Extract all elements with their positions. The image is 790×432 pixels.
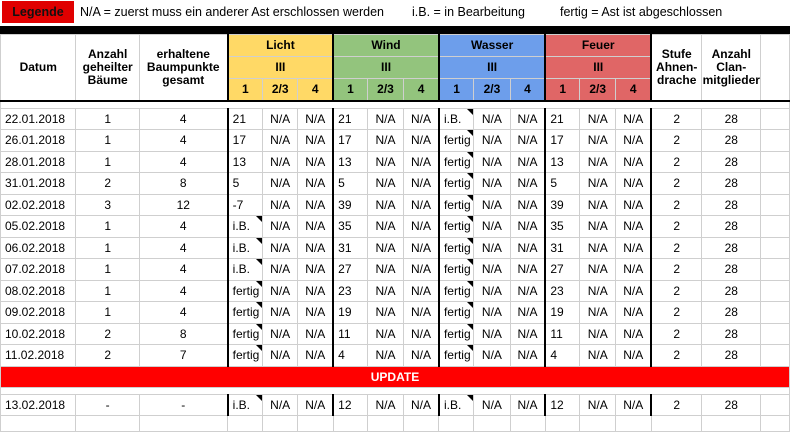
wasser-cell-0[interactable]: fertig [439, 302, 474, 324]
trees-cell[interactable]: 1 [76, 151, 139, 173]
feuer-cell-2[interactable]: N/A [616, 108, 651, 130]
stufe-cell[interactable]: 2 [651, 394, 702, 416]
wind-cell-0[interactable]: 4 [333, 345, 367, 367]
wind-cell-0[interactable]: 31 [333, 237, 367, 259]
points-cell[interactable]: 8 [139, 173, 227, 195]
wind-cell-1[interactable]: N/A [367, 237, 403, 259]
feuer-cell-2[interactable]: N/A [616, 280, 651, 302]
wasser-cell-2[interactable]: N/A [510, 108, 545, 130]
empty-cell[interactable] [761, 173, 790, 195]
feuer-cell-0[interactable]: 31 [545, 237, 579, 259]
licht-cell-2[interactable]: N/A [298, 345, 333, 367]
feuer-cell-0[interactable]: 12 [545, 394, 579, 416]
feuer-cell-2[interactable]: N/A [616, 194, 651, 216]
wind-cell-2[interactable]: N/A [404, 302, 439, 324]
empty-cell[interactable] [761, 237, 790, 259]
feuer-cell-1[interactable]: N/A [580, 173, 616, 195]
feuer-cell-2[interactable]: N/A [616, 394, 651, 416]
wasser-cell-2[interactable]: N/A [510, 237, 545, 259]
stufe-cell[interactable]: 2 [651, 194, 702, 216]
wind-cell-2[interactable]: N/A [404, 130, 439, 152]
table-row [1, 302, 790, 324]
trees-cell[interactable]: 2 [76, 323, 139, 345]
feuer-cell-0[interactable]: 19 [545, 302, 579, 324]
wind-cell-1[interactable]: N/A [367, 216, 403, 238]
wasser-cell-2[interactable]: N/A [510, 130, 545, 152]
wind-cell-0[interactable]: 19 [333, 302, 367, 324]
licht-cell-2[interactable]: N/A [298, 259, 333, 281]
points-cell[interactable]: 4 [139, 151, 227, 173]
wasser-cell-0[interactable]: i.B. [439, 394, 474, 416]
feuer-cell-1[interactable]: N/A [580, 130, 616, 152]
wasser-cell-0[interactable]: fertig [439, 173, 474, 195]
feuer-cell-1[interactable]: N/A [580, 323, 616, 345]
header-empty [761, 35, 790, 101]
table-row [1, 194, 790, 216]
stufe-cell[interactable]: 2 [651, 151, 702, 173]
trees-cell[interactable]: 3 [76, 194, 139, 216]
table-row [1, 259, 790, 281]
table-row [1, 345, 790, 367]
wind-cell-0[interactable]: 39 [333, 194, 367, 216]
wasser-cell-1[interactable]: N/A [474, 394, 510, 416]
wasser-cell-0[interactable]: fertig [439, 323, 474, 345]
points-cell[interactable]: 4 [139, 108, 227, 130]
date-cell[interactable]: 11.02.2018 [1, 345, 76, 367]
table-row [1, 237, 790, 259]
legend-ib: i.B. = in Bearbeitung [412, 5, 525, 19]
table-row [1, 216, 790, 238]
clan-cell[interactable]: 28 [702, 173, 761, 195]
header-clan: Anzahl Clan-mitglieder [702, 35, 761, 101]
feuer-cell-2[interactable]: N/A [616, 130, 651, 152]
wasser-cell-0[interactable]: fertig [439, 237, 474, 259]
stufe-cell[interactable]: 2 [651, 108, 702, 130]
wind-cell-1[interactable]: N/A [367, 323, 403, 345]
table-row [1, 130, 790, 152]
wasser-cell-0[interactable]: fertig [439, 194, 474, 216]
date-cell[interactable]: 02.02.2018 [1, 194, 76, 216]
subheader-wind-1: 2/3 [367, 79, 403, 101]
stufe-cell[interactable]: 2 [651, 237, 702, 259]
trees-cell[interactable]: 2 [76, 173, 139, 195]
licht-cell-0[interactable]: 21 [228, 108, 263, 130]
licht-cell-1[interactable]: N/A [263, 173, 298, 195]
licht-cell-1[interactable]: N/A [263, 216, 298, 238]
feuer-cell-0[interactable]: 35 [545, 216, 579, 238]
table-row [1, 173, 790, 195]
date-cell[interactable]: 05.02.2018 [1, 216, 76, 238]
wind-cell-2[interactable]: N/A [404, 108, 439, 130]
points-cell[interactable]: 8 [139, 323, 227, 345]
wasser-cell-2[interactable]: N/A [510, 216, 545, 238]
spacer-row [1, 387, 790, 394]
wasser-cell-2[interactable]: N/A [510, 194, 545, 216]
licht-cell-2[interactable]: N/A [298, 108, 333, 130]
wind-cell-1[interactable]: N/A [367, 259, 403, 281]
licht-cell-2[interactable]: N/A [298, 130, 333, 152]
trees-cell[interactable]: 1 [76, 280, 139, 302]
licht-cell-1[interactable]: N/A [263, 237, 298, 259]
legend-na: N/A = zuerst muss ein anderer Ast erschlossen werden [80, 5, 384, 19]
header-licht: Licht [228, 35, 333, 57]
stufe-cell[interactable]: 2 [651, 323, 702, 345]
feuer-cell-1[interactable]: N/A [580, 345, 616, 367]
subheader-wasser-2: 4 [510, 79, 545, 101]
stufe-cell[interactable]: 2 [651, 130, 702, 152]
points-cell[interactable]: 4 [139, 259, 227, 281]
date-cell[interactable]: 28.01.2018 [1, 151, 76, 173]
date-cell[interactable]: 09.02.2018 [1, 302, 76, 324]
wasser-cell-0[interactable]: fertig [439, 259, 474, 281]
licht-cell-1[interactable]: N/A [263, 194, 298, 216]
licht-cell-2[interactable]: N/A [298, 194, 333, 216]
wind-cell-0[interactable]: 27 [333, 259, 367, 281]
subheader-licht-2: 4 [298, 79, 333, 101]
points-cell[interactable]: 4 [139, 280, 227, 302]
wind-cell-2[interactable]: N/A [404, 151, 439, 173]
points-cell[interactable]: 4 [139, 130, 227, 152]
licht-cell-1[interactable]: N/A [263, 345, 298, 367]
trees-cell[interactable]: 1 [76, 259, 139, 281]
date-cell[interactable]: 10.02.2018 [1, 323, 76, 345]
licht-cell-2[interactable]: N/A [298, 323, 333, 345]
licht-cell-0[interactable]: -7 [228, 194, 263, 216]
subheader-feuer-0: 1 [545, 79, 579, 101]
wind-cell-1[interactable]: N/A [367, 302, 403, 324]
feuer-cell-0[interactable]: 11 [545, 323, 579, 345]
wasser-cell-0[interactable]: i.B. [439, 108, 474, 130]
stufe-cell[interactable]: 2 [651, 280, 702, 302]
licht-cell-1[interactable]: N/A [263, 130, 298, 152]
clan-cell[interactable]: 28 [702, 108, 761, 130]
tier-licht: III [228, 57, 333, 79]
date-cell[interactable]: 07.02.2018 [1, 259, 76, 281]
wasser-cell-1[interactable]: N/A [474, 130, 510, 152]
licht-cell-2[interactable]: N/A [298, 151, 333, 173]
empty-row [1, 416, 790, 432]
feuer-cell-1[interactable]: N/A [580, 280, 616, 302]
header-datum: Datum [1, 35, 76, 101]
wind-cell-2[interactable]: N/A [404, 216, 439, 238]
licht-cell-1[interactable]: N/A [263, 394, 298, 416]
empty-cell[interactable] [761, 302, 790, 324]
trees-cell[interactable]: 1 [76, 108, 139, 130]
clan-cell[interactable]: 28 [702, 345, 761, 367]
feuer-cell-2[interactable]: N/A [616, 302, 651, 324]
legend-bar [0, 0, 790, 24]
wind-cell-1[interactable]: N/A [367, 108, 403, 130]
wasser-cell-2[interactable]: N/A [510, 323, 545, 345]
header-anzahl-baeume: Anzahl geheilter Bäume [76, 35, 139, 101]
wind-cell-1[interactable]: N/A [367, 394, 403, 416]
feuer-cell-1[interactable]: N/A [580, 237, 616, 259]
feuer-cell-1[interactable]: N/A [580, 259, 616, 281]
licht-cell-0[interactable]: fertig [228, 323, 263, 345]
empty-cell[interactable] [761, 345, 790, 367]
wind-cell-2[interactable]: N/A [404, 194, 439, 216]
wind-cell-2[interactable]: N/A [404, 323, 439, 345]
header-stufe: Stufe Ahnen-drache [651, 35, 702, 101]
feuer-cell-1[interactable]: N/A [580, 194, 616, 216]
wasser-cell-0[interactable]: fertig [439, 216, 474, 238]
date-cell[interactable]: 22.01.2018 [1, 108, 76, 130]
licht-cell-2[interactable]: N/A [298, 302, 333, 324]
clan-cell[interactable]: 28 [702, 394, 761, 416]
clan-cell[interactable]: 28 [702, 216, 761, 238]
wasser-cell-1[interactable]: N/A [474, 302, 510, 324]
licht-cell-0[interactable]: 5 [228, 173, 263, 195]
wind-cell-2[interactable]: N/A [404, 259, 439, 281]
licht-cell-2[interactable]: N/A [298, 280, 333, 302]
legend-title: Legende [2, 1, 74, 23]
clan-cell[interactable]: 28 [702, 237, 761, 259]
wasser-cell-1[interactable]: N/A [474, 259, 510, 281]
wasser-cell-2[interactable]: N/A [510, 259, 545, 281]
date-cell[interactable]: 31.01.2018 [1, 173, 76, 195]
licht-cell-1[interactable]: N/A [263, 323, 298, 345]
clan-cell[interactable]: 28 [702, 259, 761, 281]
feuer-cell-0[interactable]: 5 [545, 173, 579, 195]
table-row [1, 394, 790, 416]
tier-wasser: III [439, 57, 545, 79]
wind-cell-0[interactable]: 21 [333, 108, 367, 130]
wasser-cell-1[interactable]: N/A [474, 280, 510, 302]
points-cell[interactable]: 4 [139, 302, 227, 324]
empty-cell[interactable] [761, 394, 790, 416]
table-row [1, 108, 790, 130]
subheader-wasser-0: 1 [439, 79, 474, 101]
empty-cell[interactable] [761, 259, 790, 281]
header-divider [0, 26, 790, 34]
wasser-cell-2[interactable]: N/A [510, 151, 545, 173]
licht-cell-1[interactable]: N/A [263, 302, 298, 324]
wind-cell-1[interactable]: N/A [367, 130, 403, 152]
licht-cell-1[interactable]: N/A [263, 108, 298, 130]
wasser-cell-2[interactable]: N/A [510, 302, 545, 324]
empty-cell[interactable] [761, 151, 790, 173]
clan-cell[interactable]: 28 [702, 194, 761, 216]
wind-cell-2[interactable]: N/A [404, 173, 439, 195]
wasser-cell-1[interactable]: N/A [474, 345, 510, 367]
date-cell[interactable]: 13.02.2018 [1, 394, 76, 416]
table-row [1, 323, 790, 345]
licht-cell-2[interactable]: N/A [298, 237, 333, 259]
subheader-wind-0: 1 [333, 79, 367, 101]
feuer-cell-2[interactable]: N/A [616, 237, 651, 259]
licht-cell-2[interactable]: N/A [298, 216, 333, 238]
wasser-cell-0[interactable]: fertig [439, 280, 474, 302]
wasser-cell-2[interactable]: N/A [510, 173, 545, 195]
wind-cell-2[interactable]: N/A [404, 345, 439, 367]
feuer-cell-0[interactable]: 27 [545, 259, 579, 281]
tier-feuer: III [545, 57, 651, 79]
feuer-cell-2[interactable]: N/A [616, 173, 651, 195]
licht-cell-0[interactable]: fertig [228, 302, 263, 324]
feuer-cell-1[interactable]: N/A [580, 216, 616, 238]
empty-cell[interactable] [761, 194, 790, 216]
wasser-cell-1[interactable]: N/A [474, 108, 510, 130]
wasser-cell-0[interactable]: fertig [439, 130, 474, 152]
feuer-cell-0[interactable]: 4 [545, 345, 579, 367]
subheader-licht-1: 2/3 [263, 79, 298, 101]
table-row [1, 280, 790, 302]
wind-cell-0[interactable]: 13 [333, 151, 367, 173]
stufe-cell[interactable]: 2 [651, 173, 702, 195]
clan-cell[interactable]: 28 [702, 302, 761, 324]
empty-cell[interactable] [761, 323, 790, 345]
licht-cell-2[interactable]: N/A [298, 173, 333, 195]
licht-cell-0[interactable]: fertig [228, 345, 263, 367]
licht-cell-1[interactable]: N/A [263, 151, 298, 173]
update-banner: UPDATE [1, 366, 790, 387]
clan-cell[interactable]: 28 [702, 280, 761, 302]
licht-cell-0[interactable]: i.B. [228, 237, 263, 259]
feuer-cell-0[interactable]: 13 [545, 151, 579, 173]
licht-cell-0[interactable]: i.B. [228, 394, 263, 416]
subheader-wasser-1: 2/3 [474, 79, 510, 101]
header-wasser: Wasser [439, 35, 545, 57]
subheader-wind-2: 4 [404, 79, 439, 101]
header-feuer: Feuer [545, 35, 651, 57]
feuer-cell-0[interactable]: 39 [545, 194, 579, 216]
wind-cell-0[interactable]: 11 [333, 323, 367, 345]
date-cell[interactable]: 06.02.2018 [1, 237, 76, 259]
trees-cell[interactable]: 2 [76, 345, 139, 367]
clan-cell[interactable]: 28 [702, 151, 761, 173]
wind-cell-1[interactable]: N/A [367, 345, 403, 367]
feuer-cell-2[interactable]: N/A [616, 151, 651, 173]
licht-cell-2[interactable]: N/A [298, 394, 333, 416]
empty-cell[interactable] [761, 108, 790, 130]
wasser-cell-1[interactable]: N/A [474, 151, 510, 173]
date-cell[interactable]: 26.01.2018 [1, 130, 76, 152]
clan-cell[interactable]: 28 [702, 130, 761, 152]
trees-cell[interactable]: 1 [76, 130, 139, 152]
wind-cell-0[interactable]: 23 [333, 280, 367, 302]
tier-wind: III [333, 57, 439, 79]
wasser-cell-1[interactable]: N/A [474, 194, 510, 216]
wind-cell-1[interactable]: N/A [367, 173, 403, 195]
stufe-cell[interactable]: 2 [651, 259, 702, 281]
wind-cell-0[interactable]: 17 [333, 130, 367, 152]
header-wind: Wind [333, 35, 439, 57]
trees-cell[interactable]: 1 [76, 237, 139, 259]
licht-cell-0[interactable]: i.B. [228, 216, 263, 238]
feuer-cell-1[interactable]: N/A [580, 394, 616, 416]
wind-cell-1[interactable]: N/A [367, 280, 403, 302]
licht-cell-1[interactable]: N/A [263, 259, 298, 281]
wasser-cell-1[interactable]: N/A [474, 323, 510, 345]
licht-cell-0[interactable]: i.B. [228, 259, 263, 281]
wasser-cell-2[interactable]: N/A [510, 280, 545, 302]
wind-cell-1[interactable]: N/A [367, 194, 403, 216]
points-cell[interactable]: 12 [139, 194, 227, 216]
date-cell[interactable]: 08.02.2018 [1, 280, 76, 302]
licht-cell-0[interactable]: fertig [228, 280, 263, 302]
empty-cell[interactable] [761, 216, 790, 238]
points-cell[interactable]: - [139, 394, 227, 416]
feuer-cell-2[interactable]: N/A [616, 259, 651, 281]
trees-cell[interactable]: 1 [76, 216, 139, 238]
wind-cell-0[interactable]: 5 [333, 173, 367, 195]
wasser-cell-1[interactable]: N/A [474, 216, 510, 238]
subheader-feuer-2: 4 [616, 79, 651, 101]
stufe-cell[interactable]: 2 [651, 302, 702, 324]
wasser-cell-2[interactable]: N/A [510, 394, 545, 416]
feuer-cell-1[interactable]: N/A [580, 108, 616, 130]
wasser-cell-1[interactable]: N/A [474, 237, 510, 259]
feuer-cell-1[interactable]: N/A [580, 302, 616, 324]
points-cell[interactable]: 4 [139, 237, 227, 259]
progress-table [0, 34, 790, 432]
wind-cell-0[interactable]: 12 [333, 394, 367, 416]
legend-fertig: fertig = Ast ist abgeschlossen [560, 5, 723, 19]
wasser-cell-0[interactable]: fertig [439, 151, 474, 173]
subheader-feuer-1: 2/3 [580, 79, 616, 101]
feuer-cell-2[interactable]: N/A [616, 345, 651, 367]
licht-cell-0[interactable]: 17 [228, 130, 263, 152]
empty-cell[interactable] [761, 280, 790, 302]
trees-cell[interactable]: 1 [76, 302, 139, 324]
feuer-cell-0[interactable]: 23 [545, 280, 579, 302]
feuer-cell-2[interactable]: N/A [616, 216, 651, 238]
wind-cell-2[interactable]: N/A [404, 394, 439, 416]
stufe-cell[interactable]: 2 [651, 216, 702, 238]
licht-cell-1[interactable]: N/A [263, 280, 298, 302]
subheader-licht-0: 1 [228, 79, 263, 101]
feuer-cell-0[interactable]: 17 [545, 130, 579, 152]
points-cell[interactable]: 7 [139, 345, 227, 367]
wasser-cell-1[interactable]: N/A [474, 173, 510, 195]
feuer-cell-2[interactable]: N/A [616, 323, 651, 345]
trees-cell[interactable]: - [76, 394, 139, 416]
wind-cell-0[interactable]: 35 [333, 216, 367, 238]
header-baumpunkte: erhaltene Baumpunkte gesamt [139, 35, 227, 101]
wind-cell-2[interactable]: N/A [404, 237, 439, 259]
table-row [1, 151, 790, 173]
wind-cell-2[interactable]: N/A [404, 280, 439, 302]
wasser-cell-0[interactable]: fertig [439, 345, 474, 367]
stufe-cell[interactable]: 2 [651, 345, 702, 367]
spacer-row [1, 101, 790, 109]
update-row [1, 366, 790, 387]
clan-cell[interactable]: 28 [702, 323, 761, 345]
feuer-cell-0[interactable]: 21 [545, 108, 579, 130]
empty-cell[interactable] [761, 130, 790, 152]
licht-cell-0[interactable]: 13 [228, 151, 263, 173]
wind-cell-1[interactable]: N/A [367, 151, 403, 173]
points-cell[interactable]: 4 [139, 216, 227, 238]
wasser-cell-2[interactable]: N/A [510, 345, 545, 367]
feuer-cell-1[interactable]: N/A [580, 151, 616, 173]
